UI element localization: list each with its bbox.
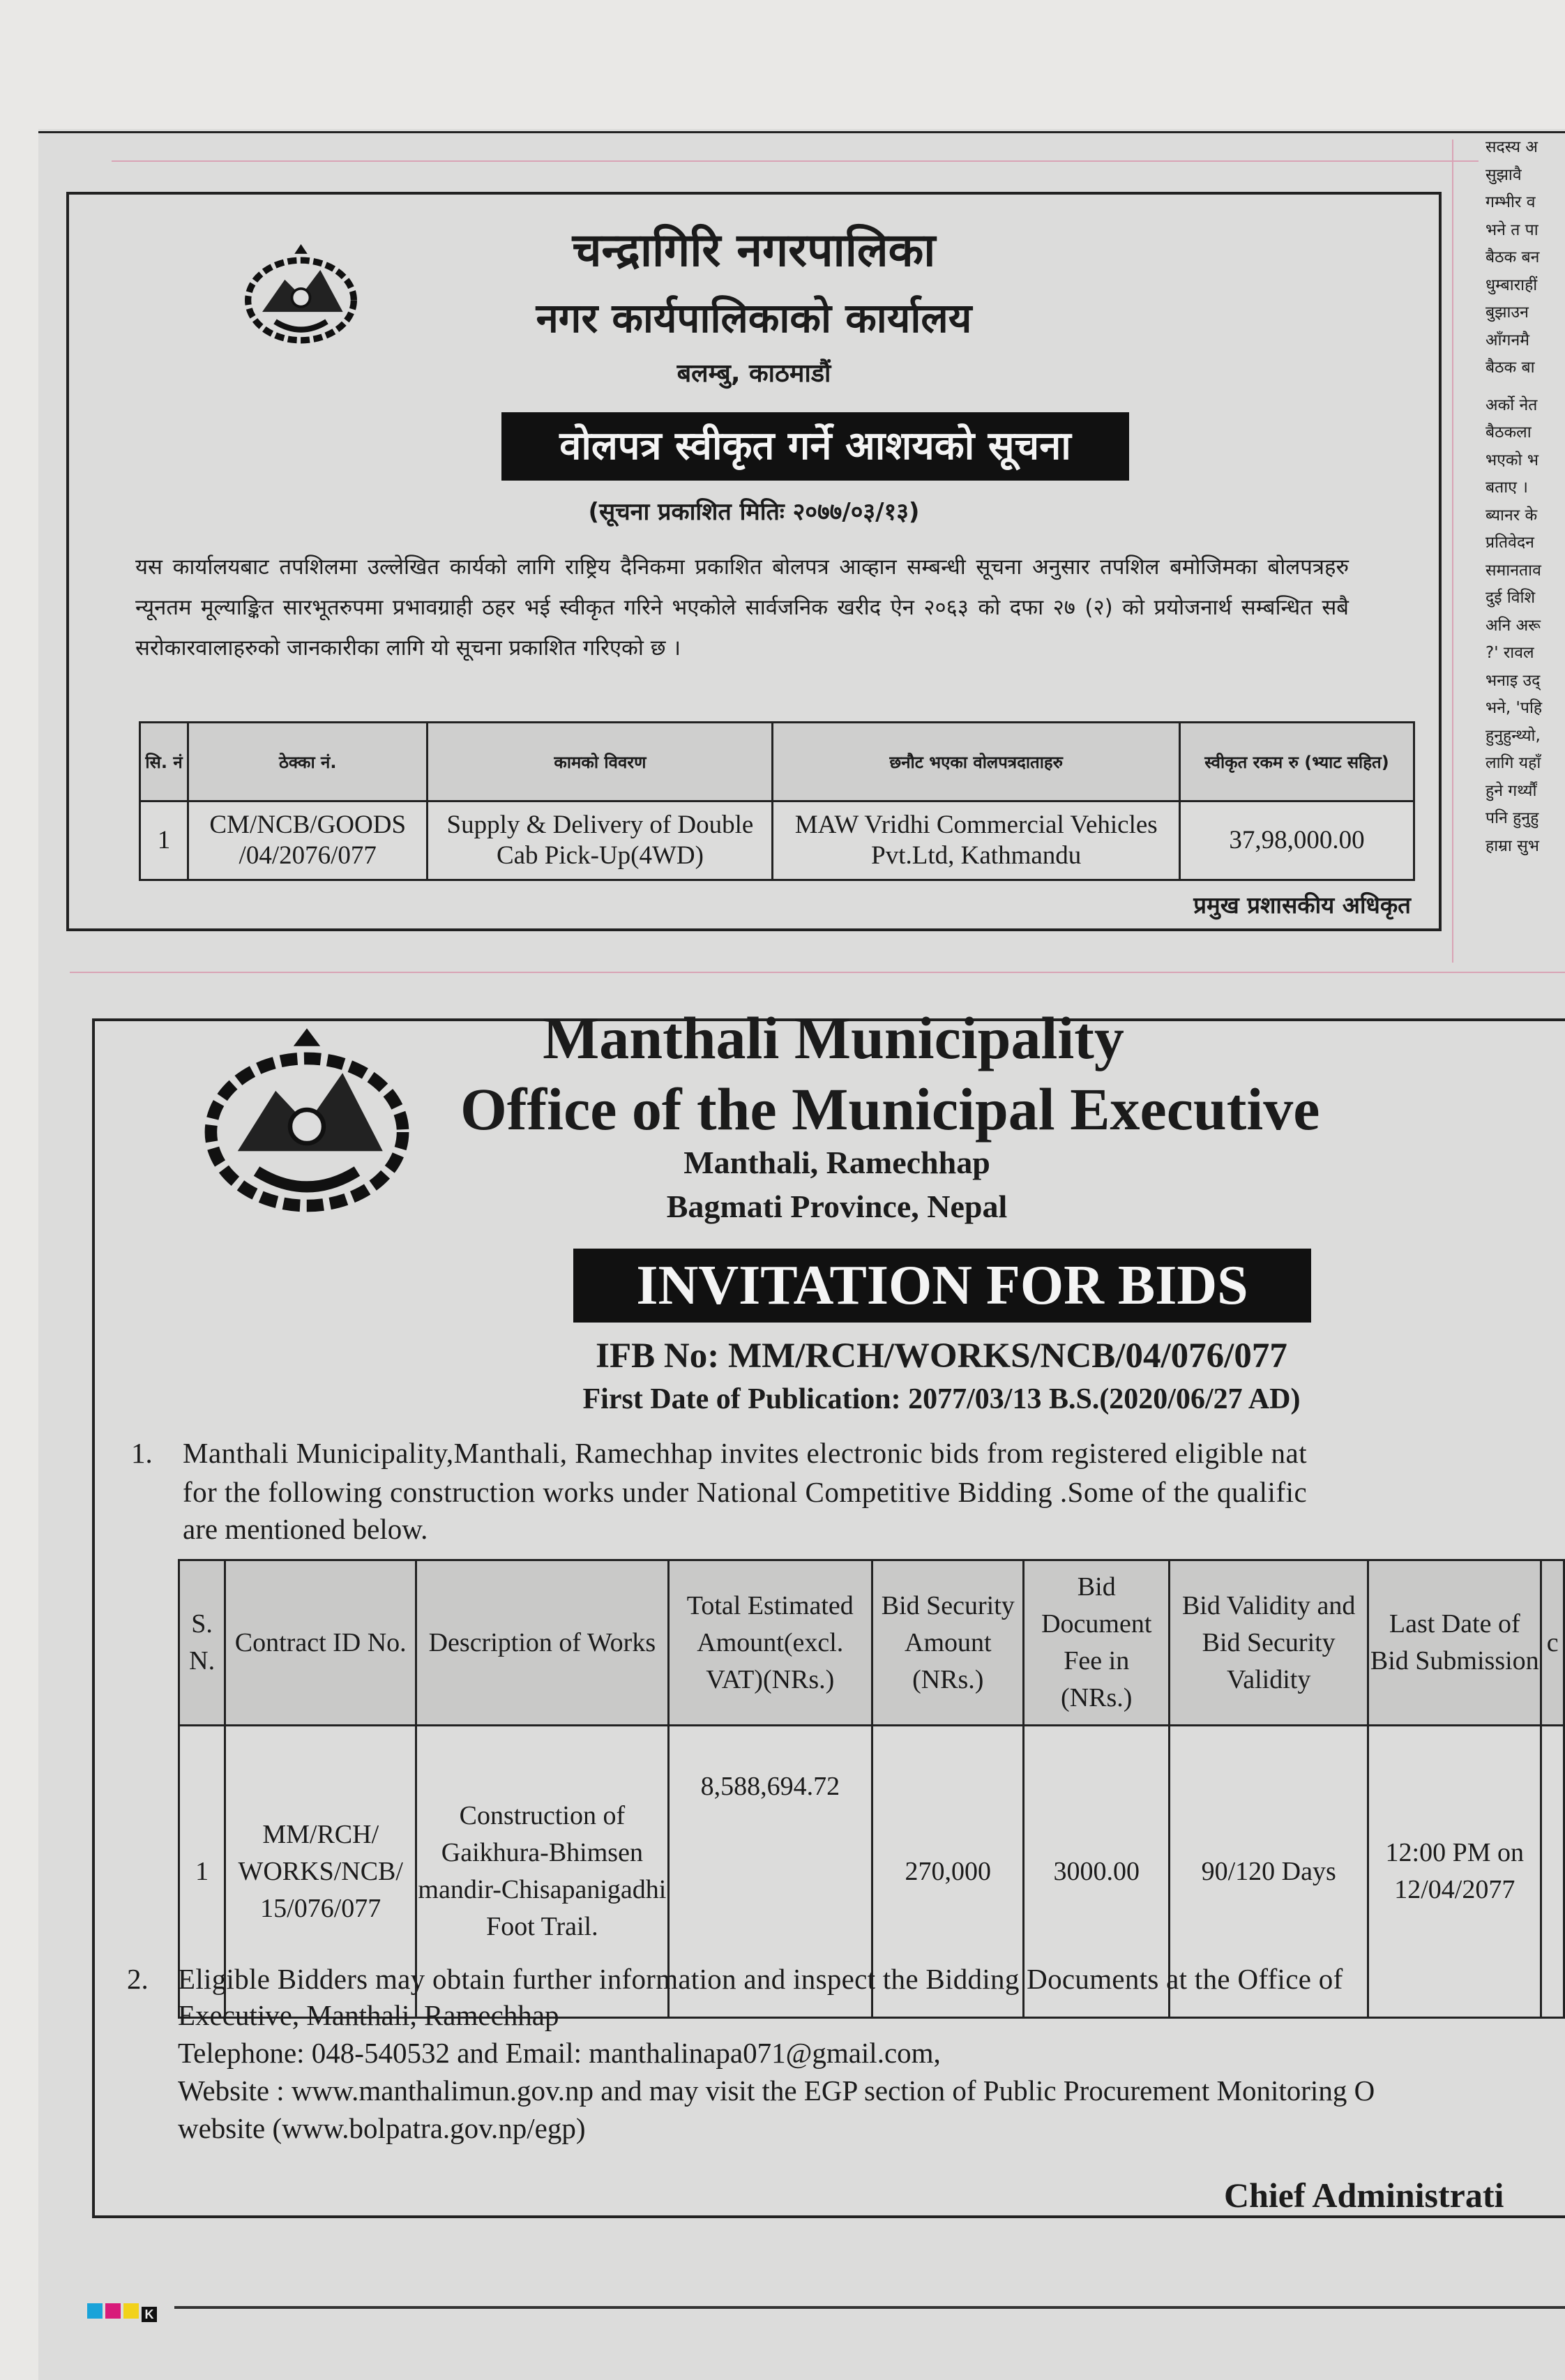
- side-column-line: गम्भीर व: [1485, 193, 1536, 211]
- first-publication-date: First Date of Publication: 2077/03/13 B.S.(2020/06/27 AD): [582, 1383, 1301, 1415]
- notice-paragraph: यस कार्यालयबाट तपशिलमा उल्लेखित कार्यको लागि राष्ट्रिय दैनिकमा प्रकाशित बोलपत्र आव्हान सम्बन्धी सूचना अनुसार तपशिल बमोजिमका बोलपत्रहरु न्यूनतम मूल्याङ्कित सारभूतरुपमा प्रभावग्राही ठहर भई स्वीकृत गरिने भएकोले सार्वजनिक खरीद ऐन २०६३ को दफा २७ (२) को प्रयोजनार्थ सम्बन्धित सबै सरोकारवालाहरुको जानकारीका लागि यो सूचना प्रकाशित गरिएको छ ।: [135, 555, 1349, 661]
- header-description: कामको विवरण: [428, 723, 773, 801]
- item-2-number: 2.: [127, 1963, 149, 1995]
- cell-contract-id: MM/RCH/ WORKS/NCB/ 15/076/077: [225, 1726, 416, 2018]
- header-contract: ठेक्का नं.: [188, 723, 428, 801]
- item-1-line: Manthali Municipality,Manthali, Ramechhap invites electronic bids from registered eligible nat: [183, 1437, 1308, 1469]
- item-2-line: Website : www.manthalimun.gov.np and may visit the EGP section of Public Procurement Monitoring O: [178, 2074, 1375, 2107]
- header-bid-security: Bid Security Amount (NRs.): [872, 1560, 1024, 1726]
- column-rule: [112, 160, 1479, 162]
- side-column-line: समानताव: [1485, 561, 1541, 580]
- side-column-line: पनि हुनुहु: [1485, 809, 1539, 827]
- item-2-line: Telephone: 048-540532 and Email: manthalinapa071@gmail.com,: [178, 2037, 941, 2069]
- section-rule: [70, 972, 1565, 973]
- header-description: Description of Works: [416, 1560, 668, 1726]
- side-column-line: भएको भ: [1485, 451, 1538, 469]
- side-column-line: प्रतिवेदन: [1485, 534, 1534, 552]
- side-column-line: दुई विशि: [1485, 589, 1536, 607]
- side-column-line: बुझाउन: [1485, 303, 1529, 322]
- side-column-line: अनि अरू: [1485, 616, 1541, 635]
- table-header-row: [179, 1560, 1564, 1726]
- side-column-line: हुनुहुन्थ्यो,: [1485, 726, 1541, 745]
- header-sn: सि. नं: [140, 723, 188, 801]
- yellow-mark: [123, 2303, 139, 2319]
- side-column-line: सुझावै: [1485, 165, 1522, 184]
- bid-table: [178, 1559, 1565, 2019]
- black-mark: K: [142, 2307, 157, 2322]
- ifb-number: IFB No: MM/RCH/WORKS/NCB/04/076/077: [596, 1336, 1287, 1376]
- cell-sn: 1: [179, 1726, 225, 2018]
- item-1-number: 1.: [131, 1437, 153, 1469]
- header-amount: स्वीकृत रकम रु (भ्याट सहित): [1179, 723, 1414, 801]
- side-column: [1485, 134, 1565, 957]
- side-column-line: बैठक बन: [1485, 248, 1540, 266]
- government-emblem-icon: [195, 1025, 418, 1228]
- office-location: Manthali, Ramechhap: [683, 1145, 990, 1180]
- cell-bid-validity: 90/120 Days: [1170, 1726, 1368, 2018]
- top-rule: [38, 131, 1565, 133]
- header-truncated: c: [1541, 1560, 1564, 1726]
- item-2-line: Eligible Bidders may obtain further information and inspect the Bidding Documents at the Office of: [178, 1963, 1343, 1995]
- publication-date: (सूचना प्रकाशित मितिः २०७७/०३/१३): [588, 498, 920, 526]
- side-column-line: बैठक बा: [1485, 359, 1535, 377]
- item-2-line: website (www.bolpatra.gov.np/egp): [178, 2112, 586, 2144]
- office-name: Manthali Municipality: [543, 1004, 1124, 1071]
- item-1-line: for the following construction works under National Competitive Bidding .Some of the qualific: [183, 1476, 1308, 1508]
- cell-sn: 1: [140, 801, 188, 880]
- cell-description: Supply & Delivery of Double Cab Pick-Up(4WD): [428, 801, 773, 880]
- header-bid-validity: Bid Validity and Bid Security Validity: [1170, 1560, 1368, 1726]
- side-column-line: सदस्य अ: [1485, 138, 1538, 156]
- header-estimated-amount: Total Estimated Amount(excl. VAT)(NRs.): [668, 1560, 872, 1726]
- award-table: [139, 721, 1415, 881]
- cell-description: Construction of Gaikhura-Bhimsen mandir-Chisapanigadhi Foot Trail.: [416, 1726, 668, 2018]
- side-column-line: भने, 'पहि: [1485, 699, 1543, 717]
- header-last-date: Last Date of Bid Submission: [1368, 1560, 1541, 1726]
- side-column-line: ब्यानर के: [1485, 506, 1538, 525]
- header-bidder: छनौट भएका वोलपत्रदाताहरु: [773, 723, 1179, 801]
- cell-estimated-amount: 8,588,694.72: [668, 1726, 872, 2018]
- signatory: Chief Administrati: [1224, 2176, 1504, 2215]
- side-column-line: भने त पा: [1485, 220, 1538, 239]
- side-column-line: बैठकला: [1485, 423, 1532, 442]
- side-column-line: आँगनमै: [1485, 331, 1529, 349]
- office-name: चन्द्रागिरि नगरपालिका: [572, 223, 936, 277]
- cell-truncated: [1541, 1726, 1564, 2018]
- table-row: [140, 801, 1414, 880]
- office-subtitle: नगर कार्यपालिकाको कार्यालय: [536, 294, 972, 342]
- cell-bid-security: 270,000: [872, 1726, 1024, 2018]
- magenta-mark: [105, 2303, 121, 2319]
- side-column-line: लागि यहाँ: [1485, 754, 1541, 772]
- notice-title: INVITATION FOR BIDS: [573, 1249, 1311, 1323]
- table-header-row: [140, 723, 1414, 801]
- side-column-line: ?' रावल: [1485, 644, 1534, 662]
- cyan-mark: [87, 2303, 103, 2319]
- header-contract-id: Contract ID No.: [225, 1560, 416, 1726]
- side-column-line: अर्को नेत: [1485, 396, 1538, 414]
- signatory: प्रमुख प्रशासकीय अधिकृत: [1193, 891, 1411, 919]
- item-2-line: Executive, Manthali, Ramechhap: [178, 1999, 559, 2031]
- cell-amount: 37,98,000.00: [1179, 801, 1414, 880]
- cell-last-date: 12:00 PM on 12/04/2077: [1368, 1726, 1541, 2018]
- print-registration-marks: [87, 2303, 160, 2322]
- side-column-line: हाम्रा सुभ: [1485, 836, 1539, 855]
- side-column-line: बताए ।: [1485, 479, 1528, 497]
- side-column-line: हुने गर्थ्यौं: [1485, 781, 1537, 800]
- office-subtitle: Office of the Municipal Executive: [460, 1076, 1320, 1143]
- cell-contract: CM/NCB/GOODS /04/2076/077: [188, 801, 428, 880]
- bottom-rule: [174, 2306, 1565, 2309]
- header-document-fee: Bid Document Fee in (NRs.): [1024, 1560, 1170, 1726]
- office-province: Bagmati Province, Nepal: [666, 1189, 1008, 1224]
- item-1-line: are mentioned below.: [183, 1513, 428, 1545]
- office-location: बलम्बु, काठमाडौं: [676, 359, 831, 388]
- column-divider: [1452, 140, 1453, 963]
- notice-nepali: [66, 192, 1442, 931]
- cell-document-fee: 3000.00: [1024, 1726, 1170, 2018]
- notice-title: वोलपत्र स्वीकृत गर्ने आशयको सूचना: [501, 412, 1129, 481]
- side-column-line: भनाइ उद्: [1485, 671, 1541, 690]
- cell-bidder: MAW Vridhi Commercial Vehicles Pvt.Ltd, Kathmandu: [773, 801, 1179, 880]
- side-column-line: धुम्बाराहीं: [1485, 276, 1538, 294]
- header-sn: S. N.: [179, 1560, 225, 1726]
